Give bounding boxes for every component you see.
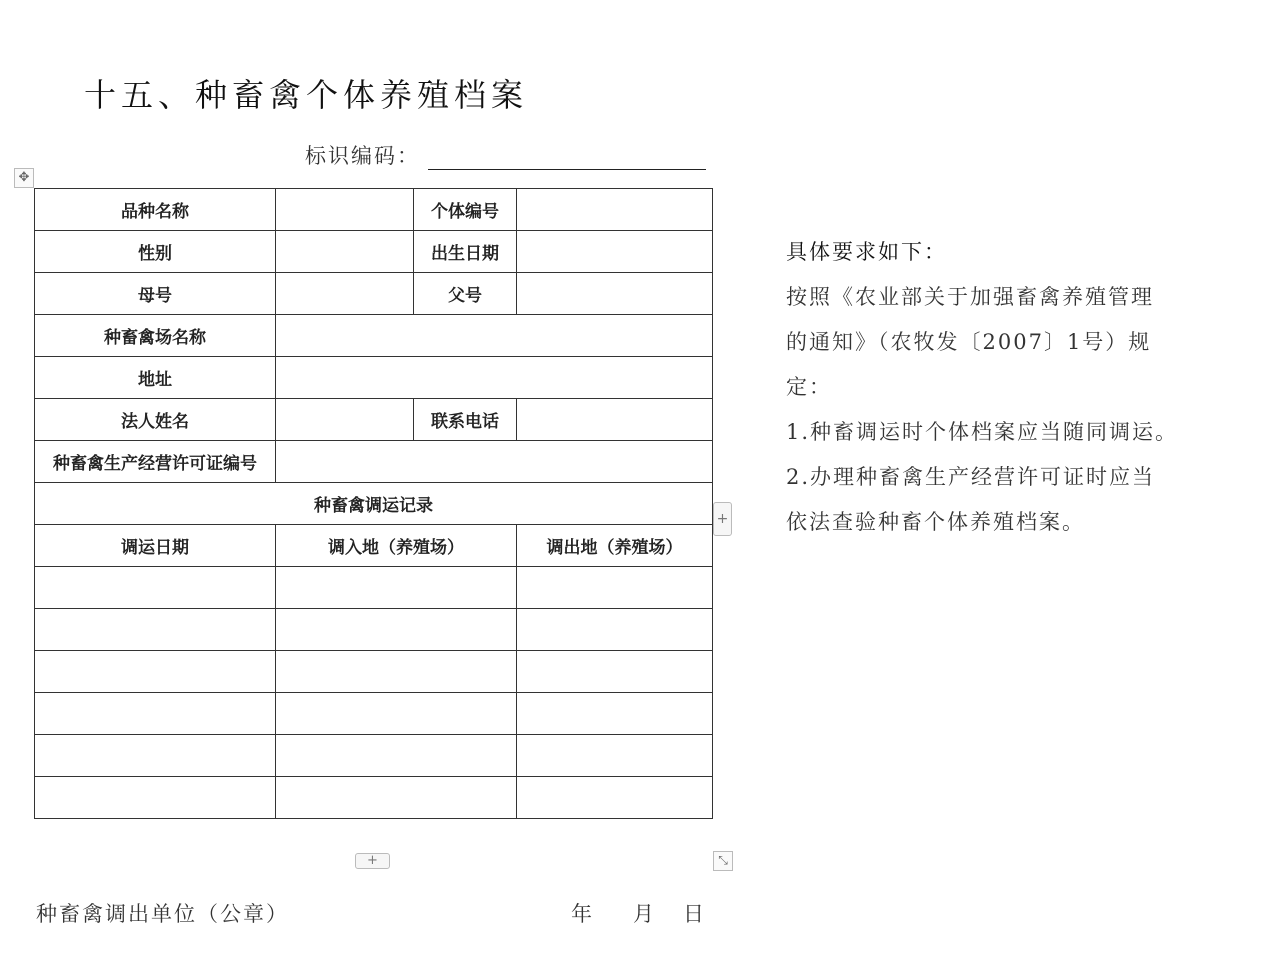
table-row xyxy=(35,399,713,441)
breed-label: 品种名称 xyxy=(35,189,276,231)
license-label: 种畜禽生产经营许可证编号 xyxy=(35,441,276,483)
transport-out-cell[interactable] xyxy=(517,777,713,819)
transport-out-cell[interactable] xyxy=(517,735,713,777)
transport-date-cell[interactable] xyxy=(35,609,276,651)
transport-date-header: 调运日期 xyxy=(35,525,276,567)
breed-value-cell[interactable] xyxy=(276,189,414,231)
year-label: 年 xyxy=(571,902,592,926)
table-resize-icon[interactable]: ⤡ xyxy=(713,851,733,871)
table-row xyxy=(35,483,713,525)
table-row xyxy=(35,777,713,819)
transport-out-cell[interactable] xyxy=(517,609,713,651)
table-row xyxy=(35,189,713,231)
notes-line: 的通知》（农牧发〔2007〕1号）规 xyxy=(786,330,1152,354)
transport-in-cell[interactable] xyxy=(276,651,517,693)
transport-in-cell[interactable] xyxy=(276,735,517,777)
father-label: 父号 xyxy=(414,273,517,315)
mother-value-cell[interactable] xyxy=(276,273,414,315)
table-row xyxy=(35,567,713,609)
transport-date-cell[interactable] xyxy=(35,735,276,777)
license-value-cell[interactable] xyxy=(276,441,713,483)
table-move-handle-icon[interactable]: ✥ xyxy=(14,168,34,188)
phone-value-cell[interactable] xyxy=(517,399,713,441)
notes-line: 定： xyxy=(786,375,832,399)
transport-date-cell[interactable] xyxy=(35,651,276,693)
mother-label: 母号 xyxy=(35,273,276,315)
transport-out-cell[interactable] xyxy=(517,567,713,609)
birth-date-value-cell[interactable] xyxy=(517,231,713,273)
add-row-plus-icon[interactable]: + xyxy=(713,502,732,536)
transport-date-cell[interactable] xyxy=(35,567,276,609)
farm-name-value-cell[interactable] xyxy=(276,315,713,357)
birth-date-label: 出生日期 xyxy=(414,231,517,273)
notes-line: 依法查验种畜个体养殖档案。 xyxy=(786,510,1085,534)
day-label: 日 xyxy=(683,902,704,926)
address-value-cell[interactable] xyxy=(276,357,713,399)
table-row xyxy=(35,693,713,735)
table-row xyxy=(35,273,713,315)
notes-heading: 具体要求如下： xyxy=(786,240,947,264)
transport-out-cell[interactable] xyxy=(517,651,713,693)
individual-id-value-cell[interactable] xyxy=(517,189,713,231)
notes-line: 按照《农业部关于加强畜禽养殖管理 xyxy=(786,285,1154,309)
farm-name-label: 种畜禽场名称 xyxy=(35,315,276,357)
transport-in-cell[interactable] xyxy=(276,567,517,609)
transport-date-cell[interactable] xyxy=(35,693,276,735)
issuing-unit-label: 种畜禽调出单位（公章） xyxy=(36,902,289,926)
table-row xyxy=(35,441,713,483)
sex-value-cell[interactable] xyxy=(276,231,414,273)
table-row xyxy=(35,651,713,693)
father-value-cell[interactable] xyxy=(517,273,713,315)
transport-out-header: 调出地（养殖场） xyxy=(517,525,713,567)
transport-date-cell[interactable] xyxy=(35,777,276,819)
add-column-plus-icon[interactable]: + xyxy=(355,853,390,869)
transport-out-cell[interactable] xyxy=(517,693,713,735)
address-label: 地址 xyxy=(35,357,276,399)
table-row xyxy=(35,735,713,777)
notes-line: 2.办理种畜禽生产经营许可证时应当 xyxy=(786,465,1156,489)
date-line xyxy=(571,898,704,928)
requirements-notes xyxy=(786,230,1226,545)
table-row xyxy=(35,525,713,567)
table-row xyxy=(35,609,713,651)
transport-in-cell[interactable] xyxy=(276,693,517,735)
transport-in-cell[interactable] xyxy=(276,609,517,651)
phone-label: 联系电话 xyxy=(414,399,517,441)
individual-id-label: 个体编号 xyxy=(414,189,517,231)
legal-person-value-cell[interactable] xyxy=(276,399,414,441)
page-title: 十五、种畜禽个体养殖档案 xyxy=(84,76,529,114)
legal-person-label: 法人姓名 xyxy=(35,399,276,441)
table-row xyxy=(35,357,713,399)
archive-table xyxy=(34,188,713,819)
table-row xyxy=(35,315,713,357)
transport-section-title: 种畜禽调运记录 xyxy=(35,483,713,525)
sex-label: 性别 xyxy=(35,231,276,273)
notes-line: 1.种畜调运时个体档案应当随同调运。 xyxy=(786,420,1179,444)
identifier-line xyxy=(305,140,706,170)
identifier-label: 标识编码： xyxy=(305,144,420,168)
identifier-input[interactable] xyxy=(428,143,706,170)
table-row xyxy=(35,231,713,273)
transport-in-cell[interactable] xyxy=(276,777,517,819)
transport-in-header: 调入地（养殖场） xyxy=(276,525,517,567)
month-label: 月 xyxy=(633,902,654,926)
